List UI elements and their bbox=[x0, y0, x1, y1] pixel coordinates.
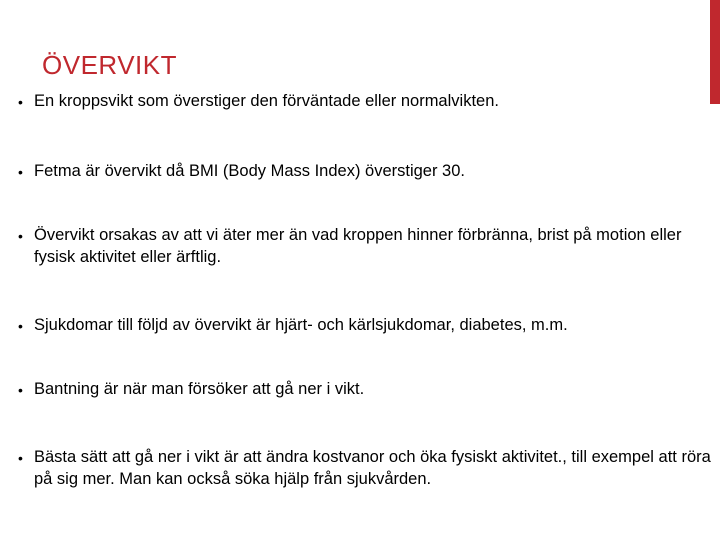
bullet-dot: • bbox=[18, 94, 23, 110]
slide-title: ÖVERVIKT bbox=[42, 50, 178, 80]
bullet-dot: • bbox=[18, 450, 23, 466]
bullet-text: Bästa sätt att gå ner i vikt är att ändra kostvanor och öka fysiskt aktivitet., till exempel att röra på sig mer. Man kan också söka hjälp från sjukvården. bbox=[34, 448, 711, 488]
bullet-item bbox=[7, 314, 712, 338]
bullet-text: Bantning är när man försöker att gå ner i vikt. bbox=[34, 380, 365, 398]
bullet-dot: • bbox=[18, 318, 23, 334]
bullet-item bbox=[7, 90, 712, 114]
bullet-item bbox=[7, 378, 712, 402]
bullet-item bbox=[7, 224, 712, 268]
bullet-text: Övervikt orsakas av att vi äter mer än vad kroppen hinner förbränna, brist på motion eller fysisk aktivitet eller ärftlig. bbox=[34, 226, 682, 266]
bullet-text: Sjukdomar till följd av övervikt är hjärt- och kärlsjukdomar, diabetes, m.m. bbox=[34, 316, 568, 334]
bullet-dot: • bbox=[18, 164, 23, 180]
bullet-text: En kroppsvikt som överstiger den förväntade eller normalvikten. bbox=[34, 92, 499, 110]
bullet-item bbox=[7, 160, 712, 184]
bullet-dot: • bbox=[18, 228, 23, 244]
bullet-item bbox=[7, 446, 712, 490]
bullet-text: Fetma är övervikt då BMI (Body Mass Index) överstiger 30. bbox=[34, 162, 465, 180]
bullet-dot: • bbox=[18, 382, 23, 398]
